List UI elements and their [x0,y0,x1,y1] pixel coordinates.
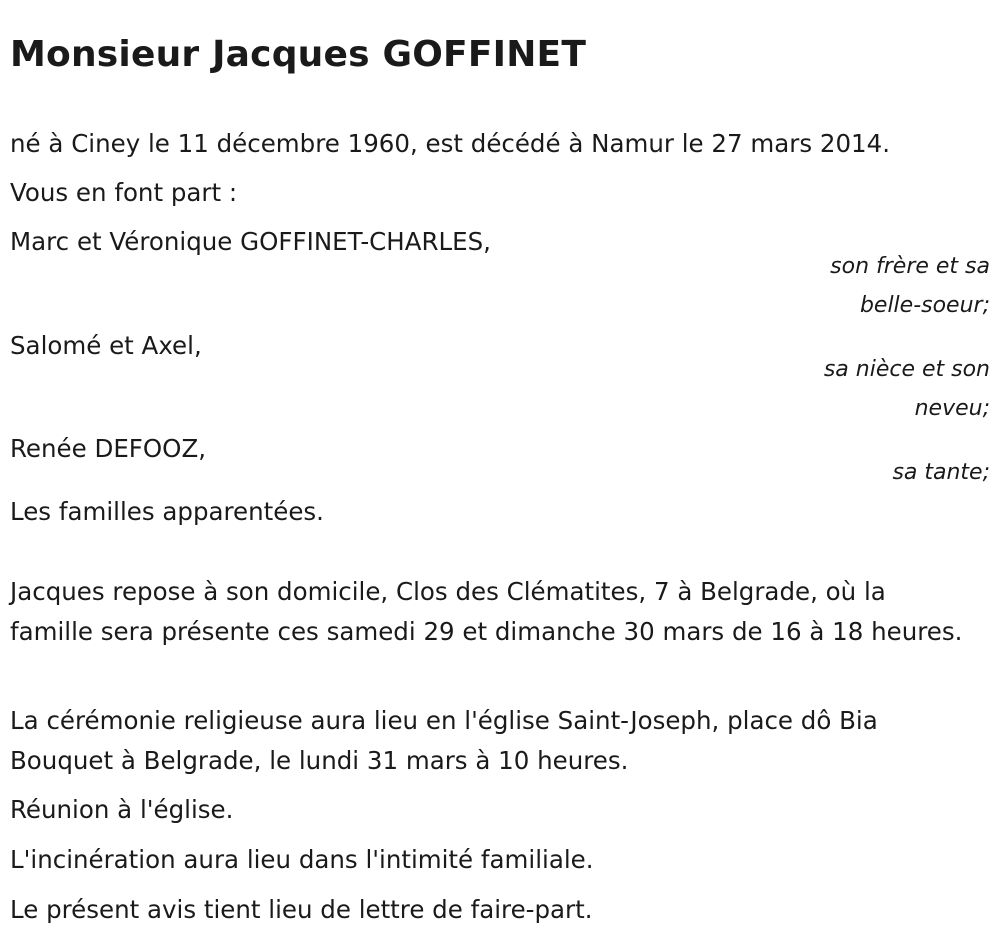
relative-relation: sa tante; [892,460,990,485]
relative-name: Marc et Véronique GOFFINET-CHARLES, [10,227,491,256]
ceremony-paragraph: La cérémonie religieuse aura lieu en l'église Saint-Joseph, place dô Bia Bouquet à Belgrade, le lundi 31 mars à 10 heures. [10,706,878,775]
rest-info-paragraph: Jacques repose à son domicile, Clos des Clématites, 7 à Belgrade, où la famille sera présente ces samedi 29 et dimanche 30 mars de 16 à 18 heures. [10,577,963,646]
families-line: Les familles apparentées. [10,497,324,526]
relative-relation: sa nièce et son neveu; [823,357,990,421]
relative-relation: son frère et sa belle-soeur; [830,254,990,318]
relative-name: Renée DEFOOZ, [10,434,207,463]
relative-name: Salomé et Axel, [10,331,202,360]
meeting-line: Réunion à l'église. [10,795,234,824]
cremation-line: L'incinération aura lieu dans l'intimité familiale. [10,845,594,874]
announcement-line: Vous en font part : [10,178,238,207]
birth-death-line: né à Ciney le 11 décembre 1960, est décédé à Namur le 27 mars 2014. [10,129,891,158]
closing-line: Le présent avis tient lieu de lettre de faire-part. [10,895,593,924]
page-title: Monsieur Jacques GOFFINET [10,34,587,75]
